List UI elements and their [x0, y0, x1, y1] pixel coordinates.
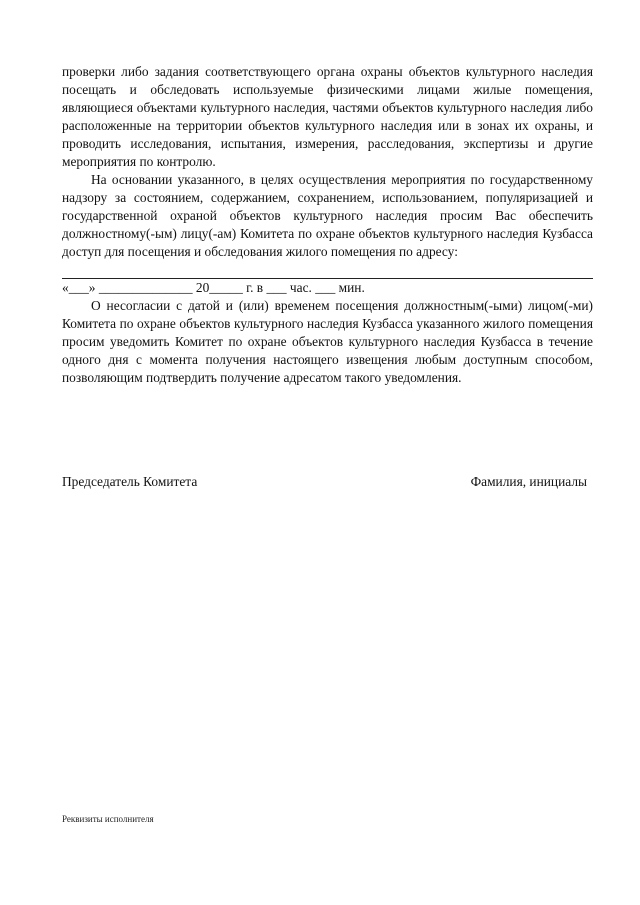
signature-position: Председатель Комитета: [62, 474, 198, 489]
visit-date-line: «___» ______________ 20_____ г. в ___ час. ___ мин.: [62, 280, 365, 295]
paragraph-legal-basis: проверки либо задания соответствующего органа охраны объектов культурного наследия посещать и обследовать используемые физическими лицами жилые помещения, являющиеся объектами культурного наследия, частями объектов культурного наследия либо расположенные на территории объектов культурного наследия или в зонах их охраны, и проводить исследования, испытания, измерения, расследования, экспертизы и другие мероприятия по контролю.: [62, 64, 593, 169]
document-body: [62, 63, 593, 387]
paragraph-disagreement-notice: О несогласии с датой и (или) временем посещения должностным(-ыми) лицом(-ми) Комитета по охране объектов культурного наследия Кузбасса указанного жилого помещения просим уведомить Комитет по охране объектов культурного наследия Кузбасса в течение одного дня с момента получения настоящего извещения любым доступным способом, позволяющим подтвердить получение адресатом такого уведомления.: [62, 298, 593, 385]
paragraph-access-request: На основании указанного, в целях осуществления мероприятия по государственному надзору за состоянием, содержанием, сохранением, использованием, популяризацией и государственной охраной объектов культурного наследия просим Вас обеспечить должностному(-ым) лицу(-ам) Комитета по охране объектов культурного наследия Кузбасса доступ для посещения и обследования жилого помещения по адресу:: [62, 172, 593, 259]
address-blank-line: [62, 261, 593, 279]
signature-name-placeholder: Фамилия, инициалы: [470, 474, 587, 489]
executor-details-note: Реквизиты исполнителя: [62, 814, 154, 824]
